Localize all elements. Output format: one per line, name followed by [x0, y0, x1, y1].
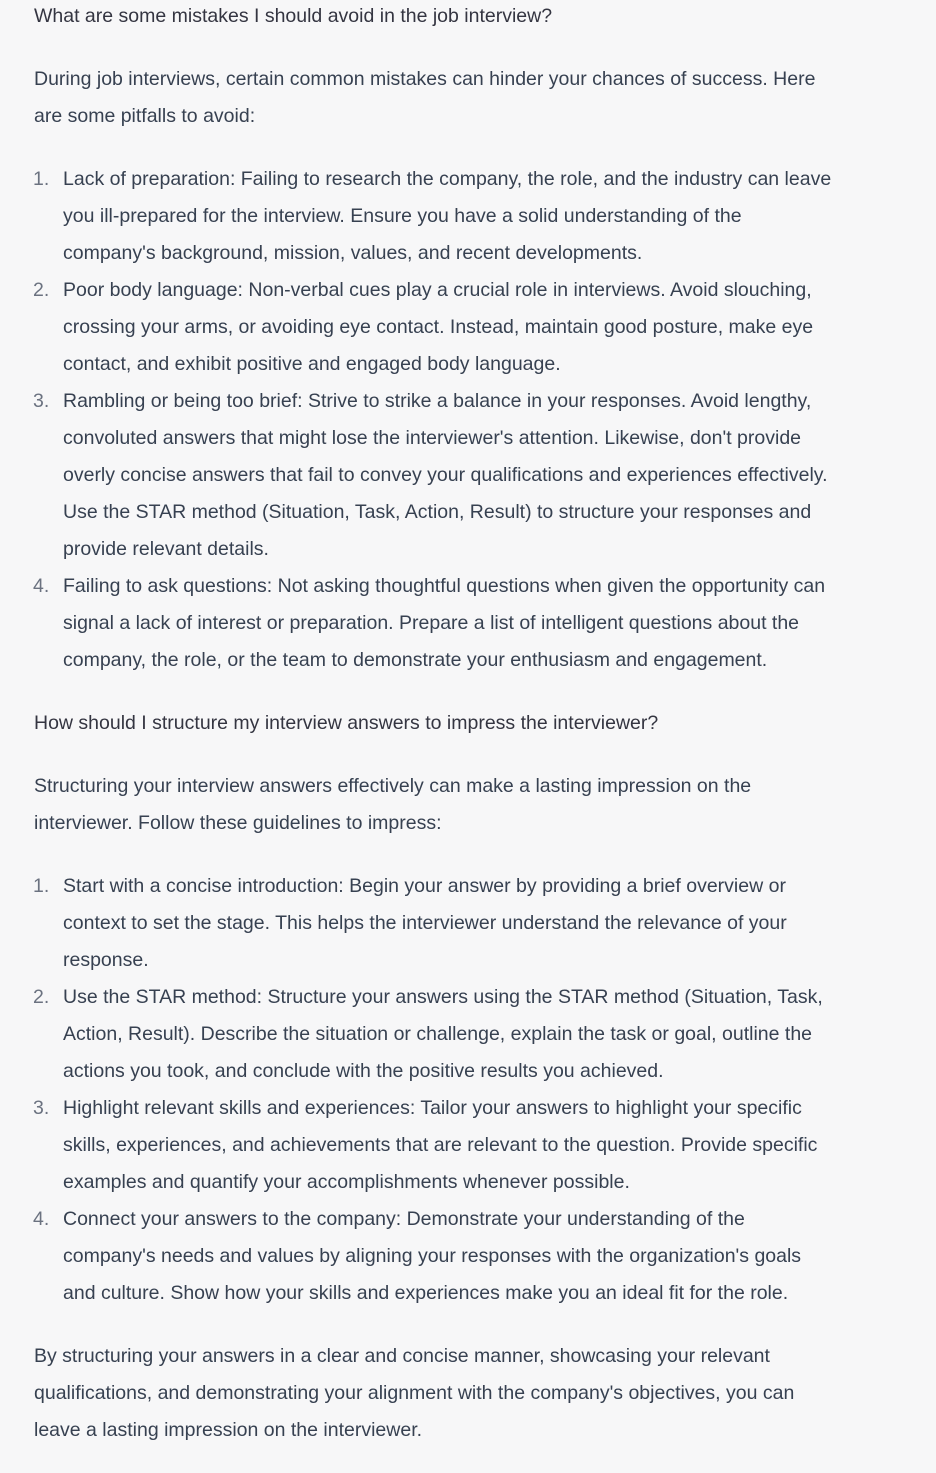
user-question: What are some mistakes I should avoid in the job interview?: [34, 5, 553, 27]
answer-intro-line: interviewer. Follow these guidelines to impress:: [34, 812, 442, 834]
assistant-message-2: [34, 768, 902, 1449]
list-number: 1.: [33, 875, 50, 897]
list-item: [34, 868, 902, 979]
list-item-line: signal a lack of interest or preparation. Prepare a list of intelligent questions about the: [63, 612, 800, 634]
list-item-line: Start with a concise introduction: Begin your answer by providing a brief overview or: [63, 875, 786, 897]
answer-conclusion-line: qualifications, and demonstrating your alignment with the company's objectives, you can: [34, 1382, 795, 1404]
list-number: 2.: [33, 279, 50, 301]
list-item-line: and culture. Show how your skills and experiences make you an ideal fit for the role.: [63, 1282, 789, 1304]
list-item-line: convoluted answers that might lose the interviewer's attention. Likewise, don't provide: [63, 427, 802, 449]
list-number: 1.: [33, 168, 50, 190]
list-item: [34, 272, 902, 383]
answer-intro-line: During job interviews, certain common mistakes can hinder your chances of success. Here: [34, 68, 816, 90]
list-item-line: Use the STAR method: Structure your answers using the STAR method (Situation, Task,: [63, 986, 823, 1008]
answer-intro-line: Structuring your interview answers effectively can make a lasting impression on the: [34, 775, 752, 797]
list-item-line: response.: [63, 949, 149, 971]
list-item-line: Lack of preparation: Failing to research the company, the role, and the industry can leave: [63, 168, 832, 190]
list-item-line: Highlight relevant skills and experiences: Tailor your answers to highlight your specific: [63, 1097, 802, 1119]
user-message-2: [34, 705, 902, 742]
list-item-line: context to set the stage. This helps the interviewer understand the relevance of your: [63, 912, 787, 934]
list-item: [34, 979, 902, 1090]
list-item-line: Rambling or being too brief: Strive to strike a balance in your responses. Avoid lengthy,: [63, 390, 812, 412]
list-item: [34, 1090, 902, 1201]
mistakes-list: [34, 161, 902, 679]
list-item-line: company, the role, or the team to demonstrate your enthusiasm and engagement.: [63, 649, 768, 671]
user-question: How should I structure my interview answers to impress the interviewer?: [34, 712, 659, 734]
answer-conclusion-line: By structuring your answers in a clear and concise manner, showcasing your relevant: [34, 1345, 770, 1367]
answer-conclusion-line: leave a lasting impression on the interviewer.: [34, 1419, 423, 1441]
list-number: 4.: [33, 1208, 50, 1230]
list-item: [34, 383, 902, 568]
list-item-line: company's needs and values by aligning your responses with the organization's goals: [63, 1245, 802, 1267]
list-item-line: examples and quantify your accomplishments whenever possible.: [63, 1171, 630, 1193]
answer-intro-line: are some pitfalls to avoid:: [34, 105, 256, 127]
list-item-line: actions you took, and conclude with the positive results you achieved.: [63, 1060, 664, 1082]
list-item-line: Poor body language: Non-verbal cues play a crucial role in interviews. Avoid slouching,: [63, 279, 812, 301]
list-item-line: Connect your answers to the company: Demonstrate your understanding of the: [63, 1208, 745, 1230]
list-item: [34, 568, 902, 679]
list-item-line: contact, and exhibit positive and engaged body language.: [63, 353, 561, 375]
list-item-line: crossing your arms, or avoiding eye contact. Instead, maintain good posture, make eye: [63, 316, 814, 338]
list-number: 4.: [33, 575, 50, 597]
guidelines-list: [34, 868, 902, 1312]
list-number: 3.: [33, 390, 50, 412]
list-item-line: Failing to ask questions: Not asking thoughtful questions when given the opportunity can: [63, 575, 826, 597]
user-message-1: [34, 0, 902, 35]
list-item: [34, 161, 902, 272]
list-item-line: provide relevant details.: [63, 538, 269, 560]
list-item-line: Action, Result). Describe the situation or challenge, explain the task or goal, outline the: [63, 1023, 813, 1045]
assistant-message-1: [34, 61, 902, 679]
list-item-line: you ill-prepared for the interview. Ensure you have a solid understanding of the: [63, 205, 742, 227]
list-item-line: overly concise answers that fail to convey your qualifications and experiences effectively.: [63, 464, 828, 486]
list-number: 3.: [33, 1097, 50, 1119]
list-item: [34, 1201, 902, 1312]
list-item-line: Use the STAR method (Situation, Task, Action, Result) to structure your responses and: [63, 501, 812, 523]
list-item-line: skills, experiences, and achievements that are relevant to the question. Provide specific: [63, 1134, 818, 1156]
list-number: 2.: [33, 986, 50, 1008]
list-item-line: company's background, mission, values, and recent developments.: [63, 242, 643, 264]
